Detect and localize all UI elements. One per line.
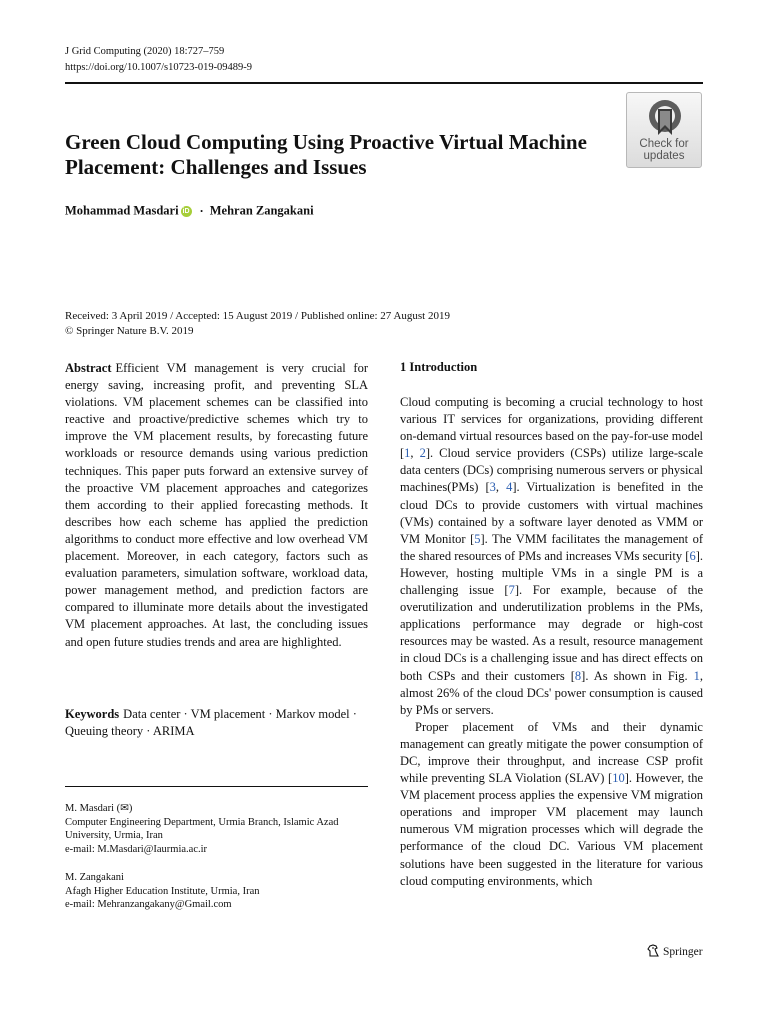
text-run: ]. As shown in Fig.	[581, 668, 694, 683]
affiliation-institution: Afagh Higher Education Institute, Urmia, Iran	[65, 885, 260, 897]
text-run: ]. Cloud service providers (CSPs) utilize large-scale data centers (DCs) comprising numerous servers or physical machines(PMs) [	[400, 446, 703, 495]
text-run: , almost 26% of the cloud DCs' power consumption is caused by PMs or servers.	[400, 668, 703, 717]
publisher-logo	[647, 944, 703, 958]
keywords-label: Keywords	[65, 707, 120, 721]
citation-link[interactable]: 3	[489, 480, 496, 495]
affiliation-email[interactable]: e-mail: M.Masdari@Iaurmia.ac.ir	[65, 843, 208, 855]
text-run: ]. However, hosting multiple VMs in a single PM is a challenging issue [	[400, 548, 703, 598]
abstract-text: Efficient VM management is very crucial for energy saving, increasing profit, and preventing SLA violations. VM placement schemes can be classified into reactive and proactive/predictive schemes which try to improve the VM placement results, by forecasting future workloads or resource demands using various prediction techniques. This paper puts forward an extensive survey of the proactive VM placement approaches and categorizes them according to their applied forecasting methods. It describes how each scheme has applied the prediction algorithms to conduct more effective and low overhead VM placement. Moreover, in each category, factors such as evaluation parameters, simulation software, workload data, power management method, and prediction factors are compared to illuminate more details about the investigated VM placement approaches. At last, the concluding issues and open future studies trends and area are highlighted.	[65, 361, 368, 649]
affiliation-rule	[65, 786, 368, 787]
affiliation-block	[65, 871, 375, 912]
abstract	[65, 360, 368, 651]
check-for-updates-badge[interactable]	[626, 92, 702, 168]
badge-line-1: Check for	[639, 138, 689, 150]
citation-link[interactable]: 10	[612, 771, 625, 786]
text-run: Cloud computing is becoming a crucial technology to host various IT services for organizations, providing different on-demand virtual resources based on the pay-for-use model [	[400, 395, 703, 461]
affiliation-institution: Computer Engineering Department, Urmia Branch, Islamic Azad University, Urmia, Iran	[65, 816, 339, 841]
affiliation-block	[65, 802, 375, 856]
citation-link[interactable]: 5	[474, 531, 481, 546]
introduction-body	[400, 394, 703, 890]
paper-title: Green Cloud Computing Using Proactive Virtual Machine Placement: Challenges and Issues	[65, 130, 587, 179]
author-name[interactable]: Mohammad Masdari	[65, 203, 179, 218]
text-run: ,	[410, 446, 420, 461]
citation-link[interactable]: 2	[419, 446, 426, 461]
citation-link[interactable]: 7	[508, 583, 515, 598]
citation-link[interactable]: 4	[506, 480, 513, 495]
section-heading: 1 Introduction	[400, 360, 478, 374]
keywords	[65, 706, 368, 740]
text-run: ]. For example, because of the overutilization and underutilization problems in the PMs, applications performance may degrade or high-cost resources may be wasted. As a result, resource management in cloud DCs is a challenging issue and has direct effects on both CSPs and their customers [	[400, 583, 703, 683]
header-rule	[65, 82, 703, 84]
keywords-text: Data center · VM placement · Markov model · Queuing theory · ARIMA	[65, 707, 357, 738]
paragraph	[400, 719, 703, 890]
text-run: Proper placement of VMs and their dynamic management can greatly mitigate the power consumption of DC, improve their throughput, and increase CSP profit while preventing SLA Violation (SLAV) [	[400, 719, 703, 786]
doi-link[interactable]: https://doi.org/10.1007/s10723-019-09489-9	[65, 62, 253, 73]
springer-horse-icon	[647, 944, 660, 957]
affiliation-email[interactable]: e-mail: Mehranzangakany@Gmail.com	[65, 899, 232, 910]
running-header	[65, 44, 252, 76]
copyright-line: © Springer Nature B.V. 2019	[65, 325, 194, 337]
crossmark-icon	[648, 99, 682, 137]
text-run: ]. However, the VM placement process applies the expensive VM migration operations and improper VM placement may launch numerous VM migration processes which will degrade the performance of the cloud DC. Various VM placement solutions have been suggested in the literature for various cloud computing environments, which	[400, 771, 703, 888]
author-list	[65, 203, 314, 219]
orcid-icon[interactable]: iD	[182, 207, 190, 215]
badge-line-2: updates	[643, 150, 685, 162]
author-separator: ·	[199, 203, 204, 218]
affiliation-author: M. Zangakani	[65, 872, 124, 883]
citation-link[interactable]: 8	[574, 668, 582, 683]
badge-label	[627, 138, 701, 162]
publication-dates	[65, 309, 450, 339]
publisher-name: Springer	[663, 946, 703, 958]
author-name[interactable]: Mehran Zangakani	[209, 203, 314, 218]
abstract-label: Abstract	[65, 361, 112, 375]
history-line: Received: 3 April 2019 / Accepted: 15 August 2019 / Published online: 27 August 2019	[65, 310, 450, 322]
affiliation-author: M. Masdari (✉)	[65, 803, 133, 814]
figure-link[interactable]: 1	[693, 668, 700, 683]
citation-link[interactable]: 1	[404, 446, 411, 461]
text-run: ,	[495, 480, 507, 495]
journal-citation: J Grid Computing (2020) 18:727–759	[65, 46, 225, 57]
text-run: ]. The VMM facilitates the management of the shared resources of PMs and increases VMs security [	[400, 531, 703, 563]
text-run: ]. Virtualization is benefited in the cloud DCs to provide customers with virtual machines (VMs) contained by a software layer denoted as VMM or VM Monitor [	[400, 480, 704, 546]
citation-link[interactable]: 6	[689, 548, 696, 563]
paragraph	[400, 394, 703, 719]
